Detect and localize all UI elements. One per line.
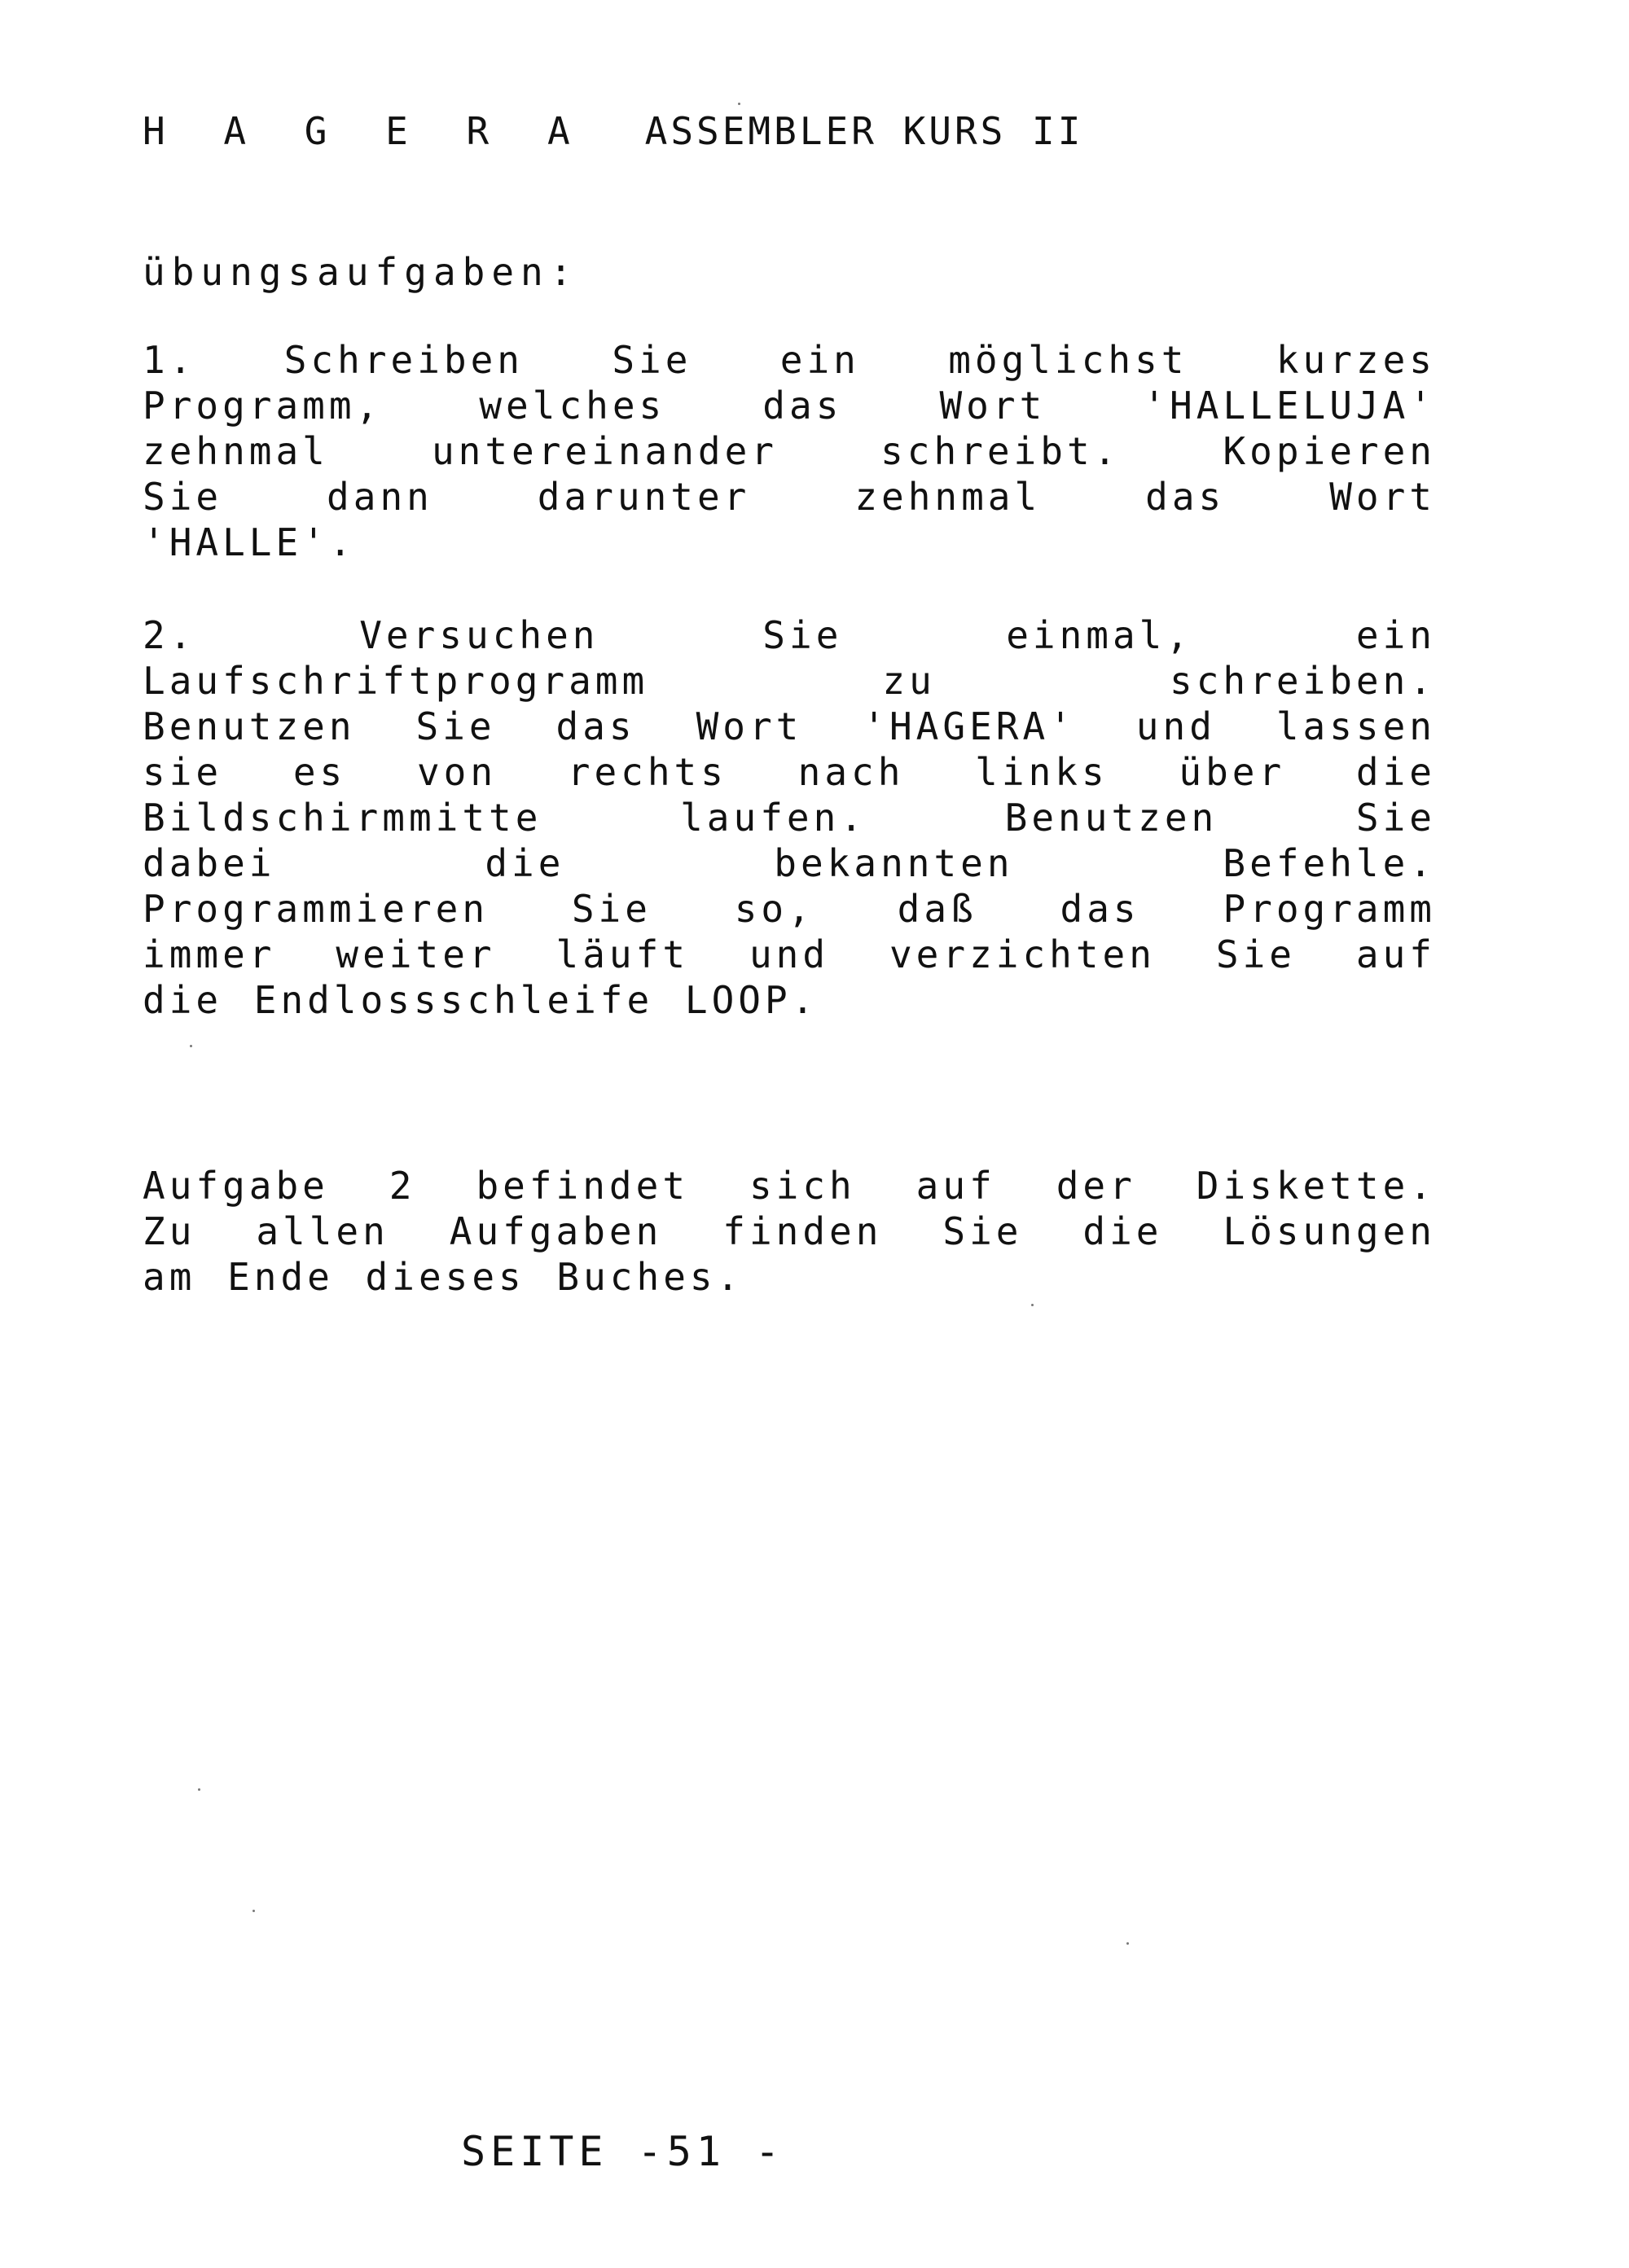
text-line: Zu allen Aufgaben finden Sie die Lösungen xyxy=(143,1209,1436,1253)
text-line: immer weiter läuft und verzichten Sie auf xyxy=(143,932,1436,976)
exercise-1 xyxy=(143,337,1436,565)
text-line: sie es von rechts nach links über die xyxy=(143,750,1436,794)
page-header xyxy=(143,108,1083,154)
section-title: übungsaufgaben: xyxy=(143,250,579,294)
text-line: Laufschriftprogramm zu schreiben. xyxy=(143,659,1436,703)
notes-paragraph xyxy=(143,1163,1436,1300)
text-line: dabei die bekannten Befehle. xyxy=(143,841,1436,885)
scan-speck xyxy=(190,1045,192,1047)
text-line: Aufgabe 2 befindet sich auf der Diskette. xyxy=(143,1164,1436,1208)
text-line: 1. Schreiben Sie ein möglichst kurzes xyxy=(143,338,1436,382)
exercise-2 xyxy=(143,612,1436,1023)
text-line: am Ende dieses Buches. xyxy=(143,1255,744,1299)
scan-speck xyxy=(252,1910,255,1912)
text-line: Sie dann darunter zehnmal das Wort xyxy=(143,475,1436,519)
scan-speck xyxy=(1031,1304,1034,1306)
brand-name: H A G E R A xyxy=(143,109,588,153)
text-line: 'HALLE'. xyxy=(143,520,356,564)
text-line: Programmieren Sie so, daß das Programm xyxy=(143,887,1436,931)
text-line: zehnmal untereinander schreibt. Kopieren xyxy=(143,429,1436,473)
scan-speck xyxy=(738,103,740,105)
text-line: Benutzen Sie das Wort 'HAGERA' und lassen xyxy=(143,704,1436,748)
text-line: die Endlossschleife LOOP. xyxy=(143,978,819,1022)
page-number: SEITE -51 - xyxy=(461,2128,785,2175)
text-line: Programm, welches das Wort 'HALLELUJA' xyxy=(143,384,1436,428)
scan-speck xyxy=(198,1788,200,1791)
course-title: ASSEMBLER KURS II xyxy=(644,109,1084,153)
text-line: Bildschirmmitte laufen. Benutzen Sie xyxy=(143,796,1436,840)
text-line: 2. Versuchen Sie einmal, ein xyxy=(143,613,1436,657)
scan-speck xyxy=(1126,1942,1129,1945)
